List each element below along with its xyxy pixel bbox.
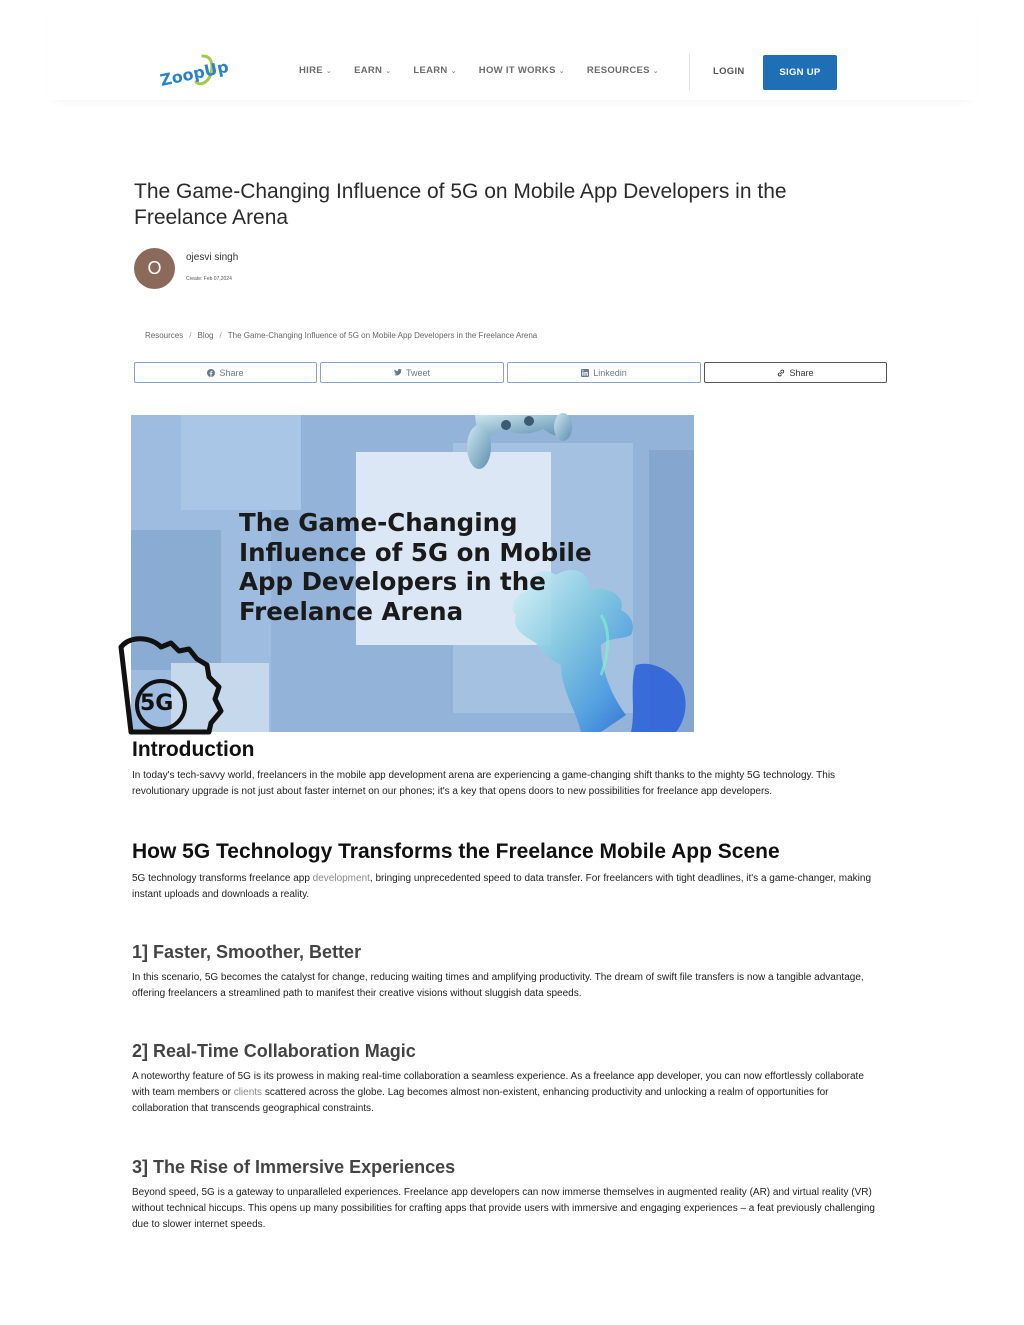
development-link[interactable]: development [312,873,370,884]
hero-image [131,415,694,732]
nav-learn[interactable]: LEARN ⌄ [413,65,457,76]
section-1-text: In this scenario, 5G becomes the catalyst for change, reducing waiting times and amplifying productivity. The dream of swift file transfers is now a tangible advantage, offering freelancers a streamlined path to manifest their creative visions without sluggish data speeds. [132,972,864,999]
author-avatar: O [134,248,175,289]
chevron-down-icon: ⌄ [450,67,457,75]
section-2-text: A noteworthy feature of 5G is its prowess in making real-time collaboration a seamless experience. As a freelance app developer, you can now effortlessly collaborate with team members or clients scattered across the globe. Lag becomes almost non-existent, enhancing productivity and unlocking a realm of opportunities for collaboration that transcends geographical constraints. [132,1071,864,1114]
hero-5g-badge: 5G [140,691,174,716]
link-icon [777,369,785,377]
breadcrumb-resources[interactable]: Resources [145,331,184,340]
how-text: 5G technology transforms freelance app development, bringing unprecedented speed to data transfer. For freelancers with tight deadlines, it's a game-changer, making instant uploads and downloads a reality. [132,873,872,900]
clients-link[interactable]: clients [233,1087,263,1098]
chevron-down-icon: ⌄ [385,67,392,75]
main-nav [299,65,681,76]
section-3-text: Beyond speed, 5G is a gateway to unparalleled experiences. Freelance app developers can now immerse themselves in augmented reality (AR) and virtual reality (VR) without technical hiccups. This opens up many possibilities for crafting apps that provide users with immersive and engaging experiences – a feat previously challenging due to slower internet speeds. [132,1187,875,1230]
facebook-icon [207,369,215,377]
linkedin-share-button[interactable]: Linkedin [507,362,701,383]
chevron-down-icon: ⌄ [325,67,333,75]
breadcrumb-separator: / [219,331,222,340]
created-date: Create: Feb 07,2024 [186,276,232,282]
copy-link-share-button[interactable]: Share [704,362,887,383]
intro-text: In today's tech-savvy world, freelancers in the mobile app development arena are experiencing a game-changing shift thanks to the mighty 5G technology. This revolutionary upgrade is not just about faster internet on our phones; it's a key that opens doors to new possibilities for freelance app developers. [132,770,836,797]
chevron-down-icon: ⌄ [558,67,565,75]
svg-text:ZoopUp: ZoopUp [158,56,231,90]
nav-earn[interactable]: EARN ⌄ [354,65,392,76]
breadcrumb [145,331,537,340]
twitter-share-button[interactable]: Tweet [320,362,504,383]
section-2-heading: 2] Real-Time Collaboration Magic [132,1041,416,1061]
hero-title: The Game-Changing Influence of 5G on Mobile App Developers in the Freelance Arena [239,508,592,626]
chevron-down-icon: ⌄ [652,67,659,75]
nav-how-it-works[interactable]: HOW IT WORKS ⌄ [478,65,565,76]
signup-button[interactable]: SIGN UP [763,55,837,90]
breadcrumb-current: The Game-Changing Influence of 5G on Mobile App Developers in the Freelance Arena [227,331,538,340]
zoopup-logo[interactable] [158,52,231,92]
login-link[interactable]: LOGIN [713,66,745,77]
article-title: The Game-Changing Influence of 5G on Mobile App Developers in the Freelance Arena [134,180,787,229]
facebook-share-button[interactable]: Share [134,362,317,383]
site-header [48,0,976,100]
breadcrumb-blog[interactable]: Blog [197,331,214,340]
author-name[interactable]: ojesvi singh [186,252,239,263]
how-heading: How 5G Technology Transforms the Freelance Mobile App Scene [132,840,780,863]
section-1-heading: 1] Faster, Smoother, Better [132,942,362,962]
nav-divider [689,54,690,90]
nav-hire[interactable]: HIRE ⌄ [299,65,333,76]
twitter-icon [394,369,402,376]
section-3-heading: 3] The Rise of Immersive Experiences [132,1157,456,1177]
intro-heading: Introduction [132,738,255,761]
breadcrumb-separator: / [189,331,192,340]
linkedin-icon [581,369,589,377]
nav-resources[interactable]: RESOURCES ⌄ [586,65,659,76]
